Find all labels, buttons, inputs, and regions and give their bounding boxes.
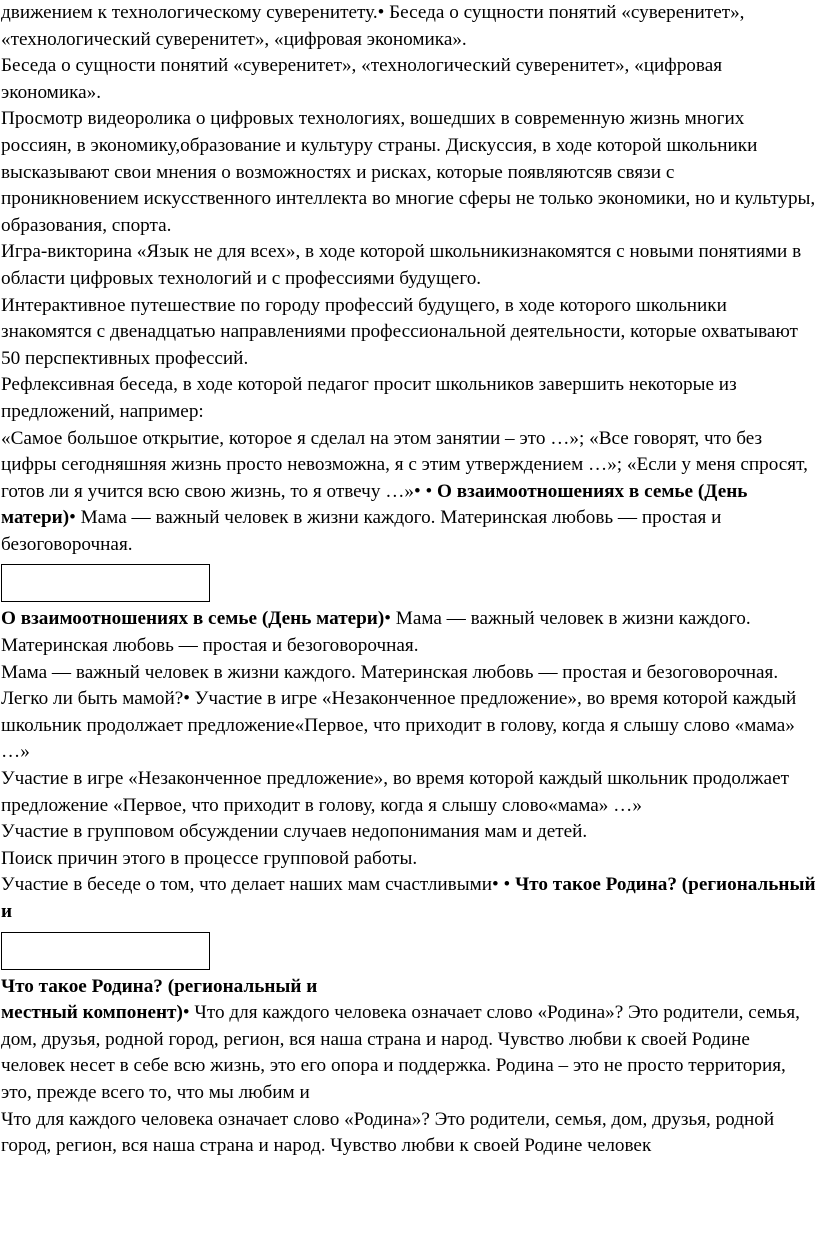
text-run: Рефлексивная беседа, в ходе которой педагог просит школьников завершить некоторые из предложений, например:	[1, 374, 737, 422]
text-run: Участие в игре «Незаконченное предложение», во время которой каждый школьник продолжает предложение «Первое, что приходит в голову, когда я слышу слово«мама» …»	[1, 768, 789, 816]
text-run: Легко ли быть мамой?	[1, 688, 184, 710]
text-run: Беседа о сущности понятий «суверенитет», «технологический суверенитет», «цифровая экономика».	[1, 55, 723, 103]
text-run: Интерактивное путешествие по городу профессий будущего, в ходе которого школьники знакомятся с двенадцатью направлениями профессиональной деятельности, которые охватывают 50 перспективных профессий.	[1, 294, 798, 369]
section-heading: О взаимоотношениях в семье (День матери)	[1, 608, 385, 630]
text-run: Участие в игре «Незаконченное предложение», во время которой каждый школьник продолжает предложение«Первое, что приходит в голову, когда я слышу слово «мама» …»	[1, 688, 797, 763]
text-run: Беседа о сущности понятий «суверенитет», «технологический суверенитет», «цифровая экономика».	[1, 2, 745, 50]
paragraph	[1, 660, 816, 687]
section-heading: Что такое Родина? (региональный и	[1, 975, 318, 997]
empty-frame	[1, 564, 210, 602]
text-run: Просмотр видеоролика о цифровых технологиях, вошедших в современную жизнь многих россиян, в экономику,образование и культуру страны. Дискуссия, в ходе которой школьники высказывают свои мнения о возможностях и рисках, которые появляютсяв связи с проникновением искусственного интеллекта во многие сферы не только экономики, но и культуры, образования, спорта.	[1, 108, 816, 236]
empty-frame	[1, 932, 210, 970]
paragraph	[1, 53, 816, 106]
bullet-icon: •	[384, 608, 396, 630]
section-heading: О взаимоотношениях в семье (День матери)	[1, 480, 748, 529]
paragraph	[1, 293, 816, 373]
text-run: Мама — важный человек в жизни каждого. Материнская любовь — простая и безоговорочная.	[1, 507, 722, 555]
bullet-icon: •	[69, 507, 81, 529]
paragraph	[1, 766, 816, 819]
paragraph	[1, 846, 816, 873]
text-run: Игра-викторина «Язык не для всех», в ходе которой школьникизнакомятся с новыми понятиями в области цифровых технологий и с профессиями будущего.	[1, 241, 802, 289]
paragraph	[1, 426, 816, 559]
text-run: Что для каждого человека означает слово «Родина»? Это родители, семья, дом, друзья, родной город, регион, вся наша страна и народ. Чувство любви к своей Родине человек несет в себе всю жизнь, это его опора и поддержка. Родина – это не просто территория, это, прежде всего то, что мы любим и	[1, 1002, 800, 1103]
paragraph	[1, 686, 816, 766]
section-heading: Что такое Родина? (региональный и	[1, 874, 816, 922]
text-run: «Самое большое открытие, которое я сделал на этом занятии – это …»; «Все говорят, что без цифры сегодняшняя жизнь просто невозможна, я с этим утверждением …»; «Если у меня спросят, готов ли я учится всю свою жизнь, то я отвечу …»	[1, 427, 808, 502]
text-run: Участие в беседе о том, что делает наших мам счастливыми	[1, 874, 493, 896]
paragraph	[1, 872, 816, 925]
paragraph	[1, 974, 816, 1001]
bullet-icon: •	[425, 480, 438, 502]
paragraph	[1, 606, 816, 659]
text-run: Мама — важный человек в жизни каждого. Материнская любовь — простая и безоговорочная.	[1, 608, 751, 657]
paragraph	[1, 1107, 816, 1160]
bullet-icon: •	[377, 2, 390, 23]
text-run: Участие в групповом обсуждении случаев недопонимания мам и детей.	[1, 821, 588, 843]
bullet-icon: •	[183, 688, 195, 710]
bullet-icon: •	[503, 874, 516, 896]
paragraph	[1, 239, 816, 292]
bullet-icon: •	[182, 1002, 195, 1024]
paragraph	[1, 372, 816, 425]
text-run: Что для каждого человека означает слово «Родина»? Это родители, семья, дом, друзья, родной город, регион, вся наша страна и народ. Чувство любви к своей Родине человек	[1, 1108, 775, 1157]
section-heading: местный компонент)	[1, 1002, 183, 1024]
bullet-icon: •	[414, 480, 426, 502]
text-run: Поиск причин этого в процессе групповой работы.	[1, 847, 418, 869]
paragraph	[1, 0, 816, 53]
paragraph	[1, 106, 816, 239]
paragraph	[1, 819, 816, 846]
paragraph	[1, 1000, 816, 1106]
bullet-icon: •	[492, 874, 504, 896]
text-run: движением к технологическому суверенитету.	[1, 2, 378, 23]
text-run: Мама — важный человек в жизни каждого. Материнская любовь — простая и безоговорочная.	[1, 661, 779, 683]
